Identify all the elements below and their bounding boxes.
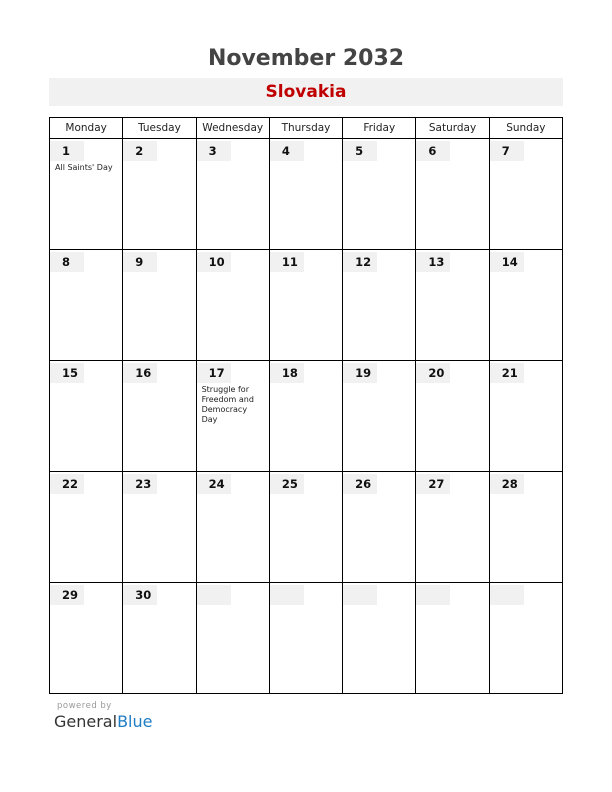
day-number: 20 [416, 363, 450, 383]
day-cell [416, 139, 489, 250]
empty-day-cell [416, 583, 489, 694]
empty-day-number [343, 585, 377, 605]
day-number: 7 [490, 141, 524, 161]
day-number: 18 [270, 363, 304, 383]
brand-blue: Blue [117, 712, 153, 731]
day-number: 4 [270, 141, 304, 161]
weekday-header: Monday [50, 118, 123, 139]
day-number: 6 [416, 141, 450, 161]
empty-day-cell [343, 583, 416, 694]
day-cell [196, 472, 269, 583]
day-number: 17 [197, 363, 231, 383]
empty-day-cell [269, 583, 342, 694]
day-cell [343, 472, 416, 583]
day-cell [123, 250, 196, 361]
brand-logo[interactable] [54, 712, 152, 731]
weekday-header: Thursday [269, 118, 342, 139]
calendar-grid [49, 117, 563, 694]
day-number: 11 [270, 252, 304, 272]
day-cell [343, 361, 416, 472]
day-number: 21 [490, 363, 524, 383]
empty-day-cell [489, 583, 562, 694]
weekday-header: Friday [343, 118, 416, 139]
day-number: 2 [123, 141, 157, 161]
day-cell [489, 250, 562, 361]
day-cell [269, 139, 342, 250]
holiday-label: Struggle for Freedom and Democracy Day [201, 385, 254, 424]
day-number: 25 [270, 474, 304, 494]
day-number: 27 [416, 474, 450, 494]
day-number: 29 [50, 585, 84, 605]
day-number: 24 [197, 474, 231, 494]
day-cell [123, 361, 196, 472]
day-number: 15 [50, 363, 84, 383]
week-row [50, 250, 563, 361]
day-number: 10 [197, 252, 231, 272]
page-title: November 2032 [207, 46, 405, 71]
day-cell [489, 139, 562, 250]
day-number: 13 [416, 252, 450, 272]
week-row [50, 583, 563, 694]
day-cell [269, 472, 342, 583]
country-banner [49, 78, 563, 106]
day-cell [416, 361, 489, 472]
empty-day-number [270, 585, 304, 605]
day-number: 9 [123, 252, 157, 272]
day-cell [269, 361, 342, 472]
empty-day-number [490, 585, 524, 605]
day-number: 3 [197, 141, 231, 161]
day-number: 22 [50, 474, 84, 494]
day-cell [50, 250, 123, 361]
day-cell [343, 139, 416, 250]
day-number: 28 [490, 474, 524, 494]
day-number: 12 [343, 252, 377, 272]
weekday-header: Tuesday [123, 118, 196, 139]
day-number: 19 [343, 363, 377, 383]
day-number: 8 [50, 252, 84, 272]
day-cell [196, 250, 269, 361]
day-cell [50, 361, 123, 472]
day-cell [196, 139, 269, 250]
day-number: 5 [343, 141, 377, 161]
day-cell [489, 361, 562, 472]
day-number: 23 [123, 474, 157, 494]
week-row [50, 361, 563, 472]
weekday-header-row [50, 118, 563, 139]
weekday-header: Wednesday [196, 118, 269, 139]
day-cell [343, 250, 416, 361]
week-row [50, 139, 563, 250]
week-row [50, 472, 563, 583]
country-name: Slovakia [265, 82, 347, 102]
brand-general: General [54, 712, 118, 731]
weekday-header: Saturday [416, 118, 489, 139]
day-cell [489, 472, 562, 583]
day-cell [416, 472, 489, 583]
powered-by-text: powered by [57, 701, 112, 711]
holiday-label: All Saints' Day [55, 163, 113, 172]
day-number: 16 [123, 363, 157, 383]
day-cell [196, 361, 269, 472]
day-number: 14 [490, 252, 524, 272]
weekday-header: Sunday [489, 118, 562, 139]
day-number: 30 [123, 585, 157, 605]
empty-day-cell [196, 583, 269, 694]
day-cell [50, 583, 123, 694]
day-number: 1 [50, 141, 84, 161]
empty-day-number [197, 585, 231, 605]
day-cell [123, 472, 196, 583]
day-cell [50, 472, 123, 583]
day-cell [269, 250, 342, 361]
day-cell [50, 139, 123, 250]
day-cell [416, 250, 489, 361]
day-number: 26 [343, 474, 377, 494]
empty-day-number [416, 585, 450, 605]
day-cell [123, 139, 196, 250]
day-cell [123, 583, 196, 694]
